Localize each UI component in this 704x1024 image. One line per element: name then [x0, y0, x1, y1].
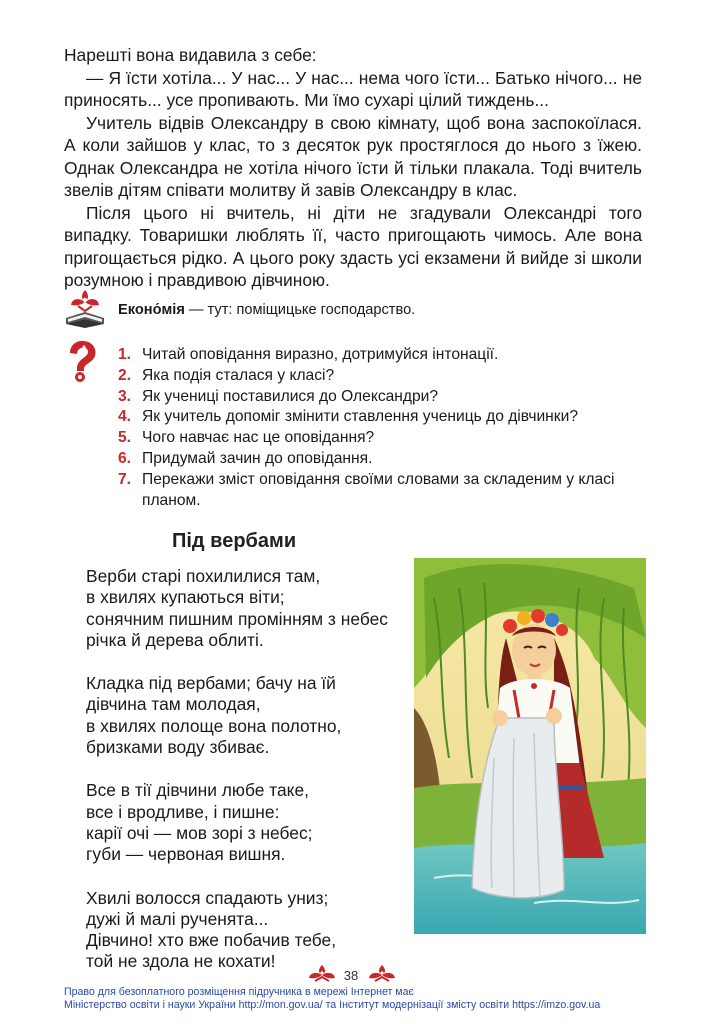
embroidery-flower-ornament: [366, 963, 398, 985]
question-item: [118, 449, 644, 470]
poem-line: Верби старі похилилися там,: [86, 566, 321, 586]
footer-line: Право для безоплатного розміщення підручника в мережі Інтернет має: [64, 986, 414, 998]
question-text: Читай оповідання виразно, дотримуйся інтонації.: [142, 346, 499, 363]
question-number: 2.: [118, 366, 132, 384]
embroidery-flower-ornament: [306, 963, 338, 985]
question-number: 1.: [118, 346, 132, 363]
question-number: 3.: [118, 387, 132, 405]
question-text: Як учениці поставилися до Олександри?: [142, 387, 439, 405]
question-text: Яка подія сталася у класі?: [142, 366, 335, 384]
poem-line: все і вродливе, і пишне:: [86, 801, 280, 822]
story-paragraph: Учитель відвів Олександру в свою кімнату, щоб вона заспокоїлася. А коли зайшов у клас, то з десяток рук простяглося до нього з їжею. Однак Олександра не хотіла нічого їсти й тільки плакала. Тоді вчитель звелів дітям співати молитву й завів Олександру в клас.: [64, 112, 642, 200]
question-number: 4.: [118, 408, 132, 426]
question-mark-flower-icon: [62, 339, 102, 383]
poem-line: Кладка під вербами; бачу на їй: [86, 673, 336, 694]
poem-line: карії очі — мов зорі з небес;: [86, 822, 313, 843]
question-text: Придумай зачин до оповідання.: [142, 449, 373, 467]
poem-stanza: [86, 673, 416, 758]
question-number: 5.: [118, 429, 132, 447]
glossary-definition: — тут: поміщицьке господарство.: [184, 302, 416, 318]
poem-line: бризками воду збиває.: [86, 737, 270, 758]
glossary-term: Еконо́мія: [118, 302, 185, 318]
footer-line: Міністерство освіти і науки України http://mon.gov.ua/ та Інститут модернізації змісту освіти https://imzo.gov.ua: [64, 998, 601, 1011]
story-text: [64, 44, 642, 292]
poem-line: дужі й малі рученята...: [86, 908, 269, 929]
poem-stanza: [86, 888, 416, 973]
poem-line: Дівчино! хто вже побачив тебе,: [86, 930, 337, 951]
poem-line: губи — червоная вишня.: [86, 844, 286, 865]
poem-text: [86, 566, 416, 995]
story-paragraph: Нарешті вона видавила з себе:: [64, 45, 317, 65]
poem-line: Хвилі волосся спадають униз;: [86, 887, 329, 908]
question-item: [118, 428, 644, 449]
poem-line: в хвилях полоще вона полотно,: [86, 715, 342, 736]
question-number: 6.: [118, 449, 132, 467]
question-text: Перекажи зміст оповідання своїми словами за складеним у класі планом.: [142, 470, 615, 509]
illustration-girl-under-willows: [414, 558, 646, 934]
question-item: [118, 345, 644, 366]
story-paragraph: Після цього ні вчитель, ні діти не згадували Олександрі того випадку. Товаришки люблять її, часто пригощають чимось. Але вона пригощається рідко. А цього року здасть усі екзамени й вийде зі школи розумною і правдивою дівчиною.: [64, 202, 642, 290]
question-text: Чого навчає нас це оповідання?: [142, 429, 375, 447]
question-item: [118, 470, 644, 512]
poem-line: сонячним пишним промінням з небес: [86, 608, 388, 629]
question-item: [118, 366, 644, 387]
question-number: 7.: [118, 470, 132, 488]
poem-title: Під вербами: [172, 530, 297, 552]
poem-line: той не здола не кохати!: [86, 951, 276, 972]
question-item: [118, 387, 644, 408]
story-paragraph: — Я їсти хотіла... У нас... У нас... нема чого їсти... Батько нічого... не приносять... усе пропивають. Ми їмо сухарі цілий тиждень...: [64, 67, 642, 110]
footer-notice: [64, 986, 664, 1011]
open-book-with-ornament-icon: [62, 286, 108, 332]
page-number: 38: [343, 968, 359, 983]
poem-stanza: [86, 566, 416, 651]
question-text: Як учитель допоміг змінити ставлення учениць до дівчинки?: [142, 408, 578, 426]
question-item: [118, 407, 644, 428]
poem-line: в хвилях купаються віти;: [86, 587, 285, 608]
poem-line: дівчина там молодая,: [86, 694, 261, 715]
poem-line: річка й дерева облиті.: [86, 629, 264, 650]
poem-line: Все в тії дівчини любе таке,: [86, 780, 309, 801]
poem-stanza: [86, 780, 416, 865]
questions-list: [118, 345, 644, 511]
glossary-note: [118, 300, 638, 320]
